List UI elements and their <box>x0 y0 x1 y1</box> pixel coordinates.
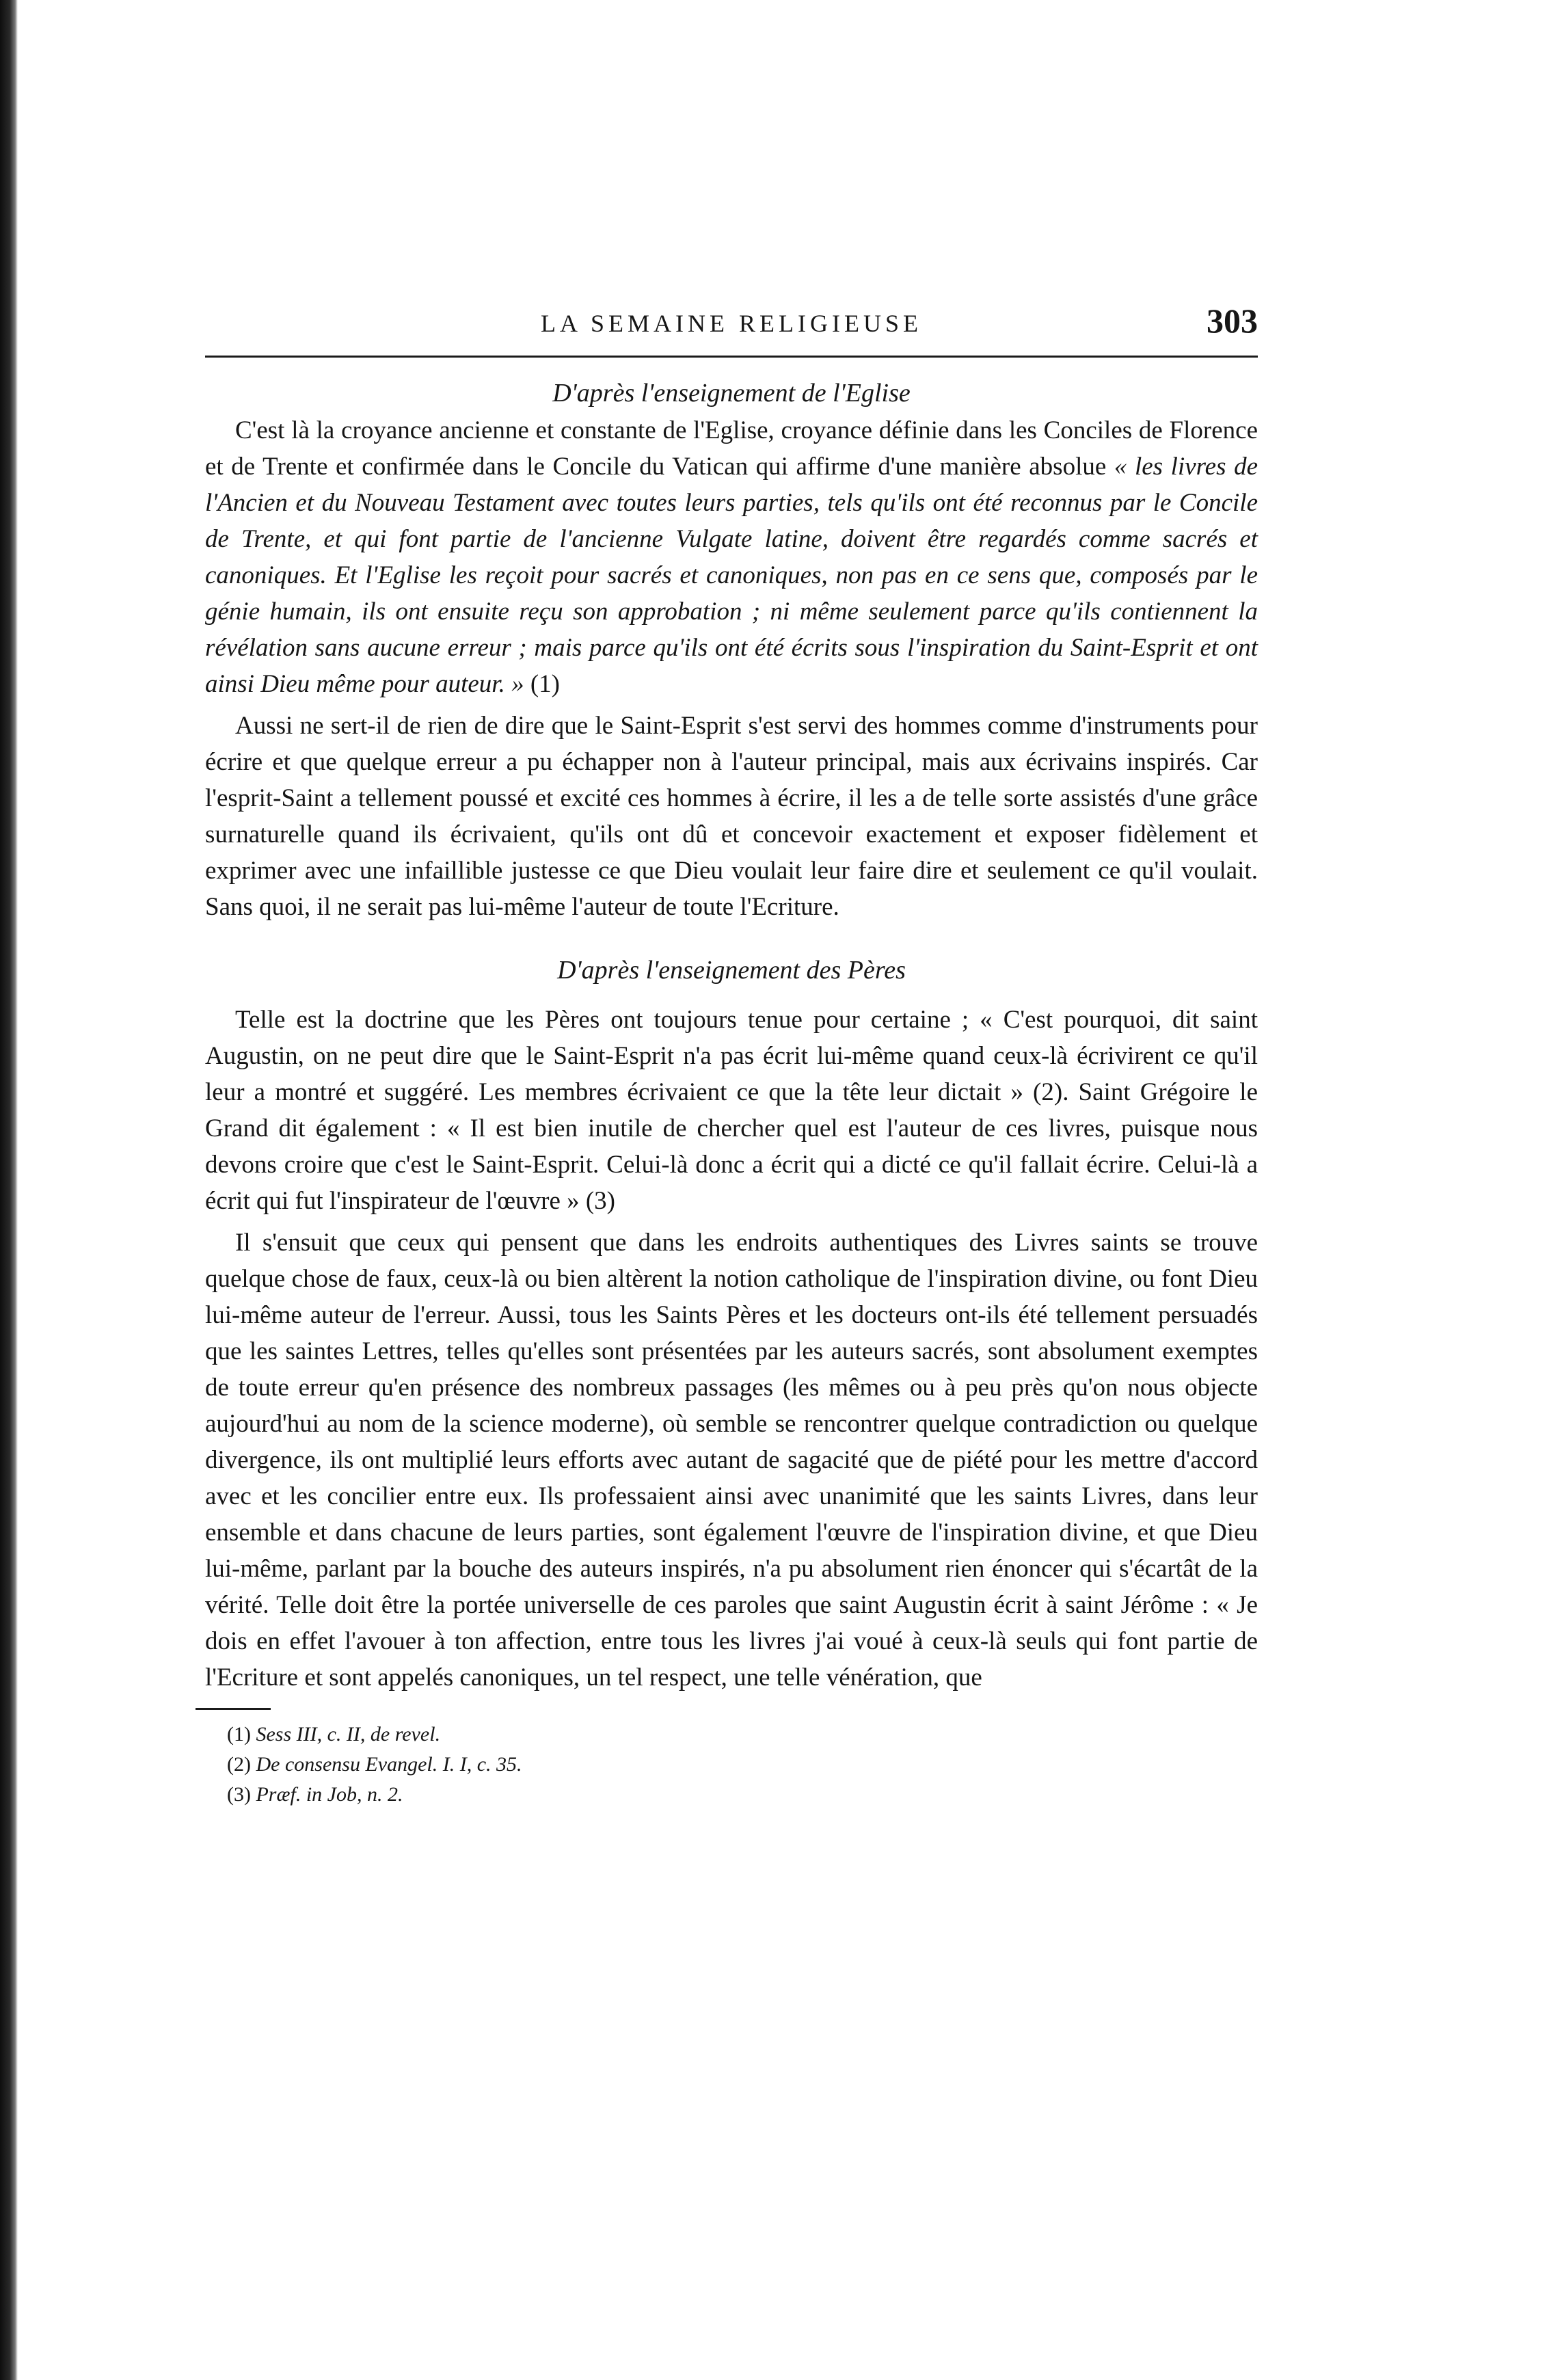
footnote-number: (3) <box>227 1783 251 1806</box>
footnote-text: Præf. in Job, n. 2. <box>256 1783 403 1806</box>
footnote-rule <box>196 1708 271 1710</box>
running-title: LA SEMAINE RELIGIEUSE <box>541 310 922 337</box>
paragraph-2: Aussi ne sert-il de rien de dire que le Saint-Esprit s'est servi des hommes comme d'instruments pour écrire et que quelque erreur a pu échapper non à l'auteur principal, mais aux écrivains inspirés. Car l'esprit-Saint a tellement poussé et excité ces hommes à écrire, il les a de telle sorte assistés d'une grâce surnaturelle quand ils écrivaient, qu'ils ont dû et concevoir exactement et exposer fidèlement et exprimer avec une infaillible justesse ce que Dieu voulait leur faire dire et seulement ce qu'il voulait. Sans quoi, il ne serait pas lui-même l'auteur de toute l'Ecriture. <box>205 712 1258 921</box>
footnote-text: De consensu Evangel. I. I, c. 35. <box>256 1753 522 1776</box>
book-spine-shadow <box>0 0 18 2380</box>
paragraph-1 <box>205 412 1258 702</box>
paragraph-4: Il s'ensuit que ceux qui pensent que dans les endroits authentiques des Livres saints se trouve quelque chose de faux, ceux-là ou bien altèrent la notion catholique de l'inspiration divine, ou font Dieu lui-même auteur de l'erreur. Aussi, tous les Saints Pères et les docteurs ont-ils été tellement persuadés que les saintes Lettres, telles qu'elles sont présentées par les auteurs sacrés, sont absolument exemptes de toute erreur qu'en présence des nombreux passages (les mêmes ou à peu près qu'on nous objecte aujourd'hui au nom de la science moderne), où semble se rencontrer quelque contradiction ou quelque divergence, ils ont multiplié leurs efforts avec autant de sagacité que de piété pour les mettre d'accord avec et les concilier entre eux. Ils professaient ainsi avec unanimité que les saints Livres, dans leur ensemble et dans chacune de leurs parties, sont également l'œuvre de l'inspiration divine, et que Dieu lui-même, parlant par la bouche des auteurs inspirés, n'a pu absolument rien énoncer qui s'écartât de la vérité. Telle doit être la portée universelle de ces paroles que saint Augustin écrit à saint Jérôme : « Je dois en effet l'avouer à ton affection, entre tous les livres j'ai voué à ceux-là seuls qui font partie de l'Ecriture et sont appelés canoniques, un tel respect, une telle vénération, que <box>205 1229 1258 1692</box>
footnote-number: (1) <box>227 1723 251 1746</box>
page <box>205 294 1258 1810</box>
footnote-2 <box>227 1750 1258 1780</box>
footnote-text: Sess III, c. II, de revel. <box>256 1723 441 1746</box>
running-head <box>205 294 1258 358</box>
paragraph-1-intro: C'est là la croyance ancienne et constante de l'Eglise, croyance définie dans les Conciles de Florence et de Trente et confirmée dans le Concile du Vatican qui affirme d'une manière absolue <box>205 416 1258 481</box>
section-heading-peres: D'après l'enseignement des Pères <box>557 956 906 985</box>
section-heading-eglise: D'après l'enseignement de l'Eglise <box>552 379 911 407</box>
footnote-3 <box>227 1780 1258 1810</box>
footnote-number: (2) <box>227 1753 251 1776</box>
page-number: 303 <box>1207 302 1258 340</box>
paragraph-3: Telle est la doctrine que les Pères ont toujours tenue pour certaine ; « C'est pourquoi, dit saint Augustin, on ne peut dire que le Saint-Esprit n'a pas écrit lui-même quand ceux-là écrivirent ce qu'il leur a montré et suggéré. Les membres écrivaient ce que la tête leur dictait » (2). Saint Grégoire le Grand dit également : « Il est bien inutile de chercher quel est l'auteur de ces livres, puisque nous devons croire que c'est le Saint-Esprit. Celui-là donc a écrit qui a dicté ce qu'il fallait écrire. Celui-là a écrit qui fut l'inspirateur de l'œuvre » (3) <box>205 1006 1258 1215</box>
footnote-ref-1: (1) <box>530 670 560 698</box>
vatican-quote: « les livres de l'Ancien et du Nouveau Testament avec toutes leurs parties, tels qu'ils ont été reconnus par le Concile de Trente, et qui font partie de l'ancienne Vulgate latine, doivent être regardés comme sacrés et canoniques. Et l'Eglise les reçoit pour sacrés et canoniques, non pas en ce sens que, composés par le génie humain, ils ont ensuite reçu son approbation ; ni même seulement parce qu'ils contiennent la révélation sans aucune erreur ; mais parce qu'ils ont été écrits sous l'inspiration du Saint-Esprit et ont ainsi Dieu même pour auteur. » <box>205 453 1258 698</box>
footnote-1 <box>227 1720 1258 1750</box>
